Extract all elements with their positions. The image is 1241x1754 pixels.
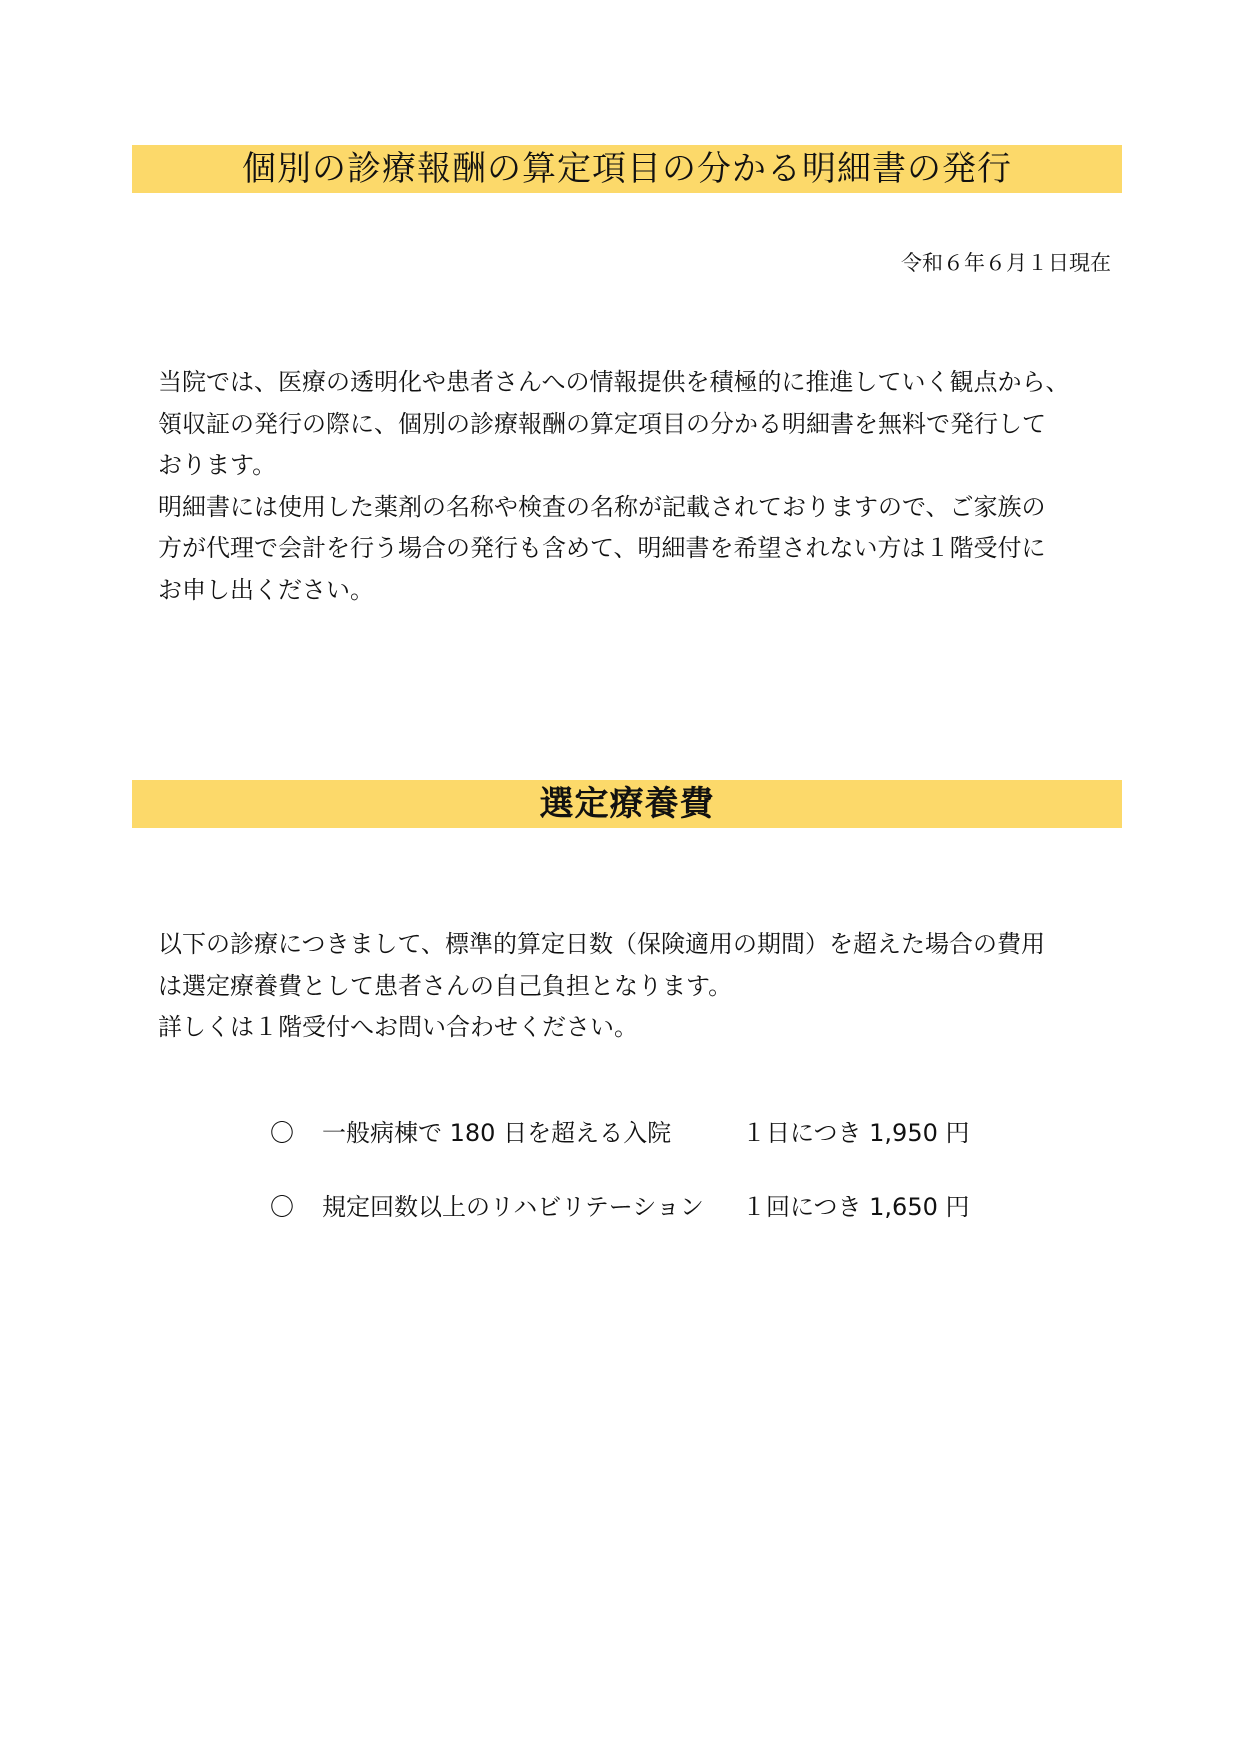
fee-description: 規定回数以上のリハビリテーション <box>322 1192 704 1221</box>
fee-item <box>270 1110 1030 1150</box>
fee-price: １日につき 1,950 円 <box>742 1118 970 1147</box>
paragraph-line: 詳しくは１階受付へお問い合わせください。 <box>158 1013 638 1041</box>
paragraph-line: 領収証の発行の際に、個別の診療報酬の算定項目の分かる明細書を無料で発行して <box>158 409 1046 438</box>
paragraph-line: 以下の診療につきまして、標準的算定日数（保険適用の期間）を超えた場合の費用 <box>158 930 1046 958</box>
circle-bullet-icon: 〇 <box>270 1118 294 1147</box>
paragraph-line: 当院では、医療の透明化や患者さんへの情報提供を積極的に推進していく観点から、 <box>158 368 1070 396</box>
paragraph-line: 方が代理で会計を行う場合の発行も含めて、明細書を希望されない方は１階受付に <box>158 534 1046 562</box>
fee-item <box>270 1184 1030 1224</box>
section1-paragraph <box>158 362 1098 611</box>
fee-description: 一般病棟で 180 日を超える入院 <box>322 1118 672 1147</box>
circle-bullet-icon: 〇 <box>270 1192 294 1221</box>
fee-list <box>270 1110 1030 1258</box>
section2-heading: 選定療養費 <box>539 784 715 824</box>
section2-paragraph <box>158 924 1098 1049</box>
fee-price: １回につき 1,650 円 <box>742 1192 970 1221</box>
paragraph-line: おります。 <box>158 451 277 479</box>
section2-heading-bar <box>132 780 1122 828</box>
section1-heading-bar <box>132 145 1122 193</box>
paragraph-line: 明細書には使用した薬剤の名称や検査の名称が記載されておりますので、ご家族の <box>158 492 1046 521</box>
section1-heading: 個別の診療報酬の算定項目の分かる明細書の発行 <box>242 149 1012 189</box>
paragraph-line: お申し出ください。 <box>158 575 374 604</box>
date-line: 令和６年６月１日現在 <box>901 251 1111 275</box>
paragraph-line: は選定療養費として患者さんの自己負担となります。 <box>158 971 733 1000</box>
